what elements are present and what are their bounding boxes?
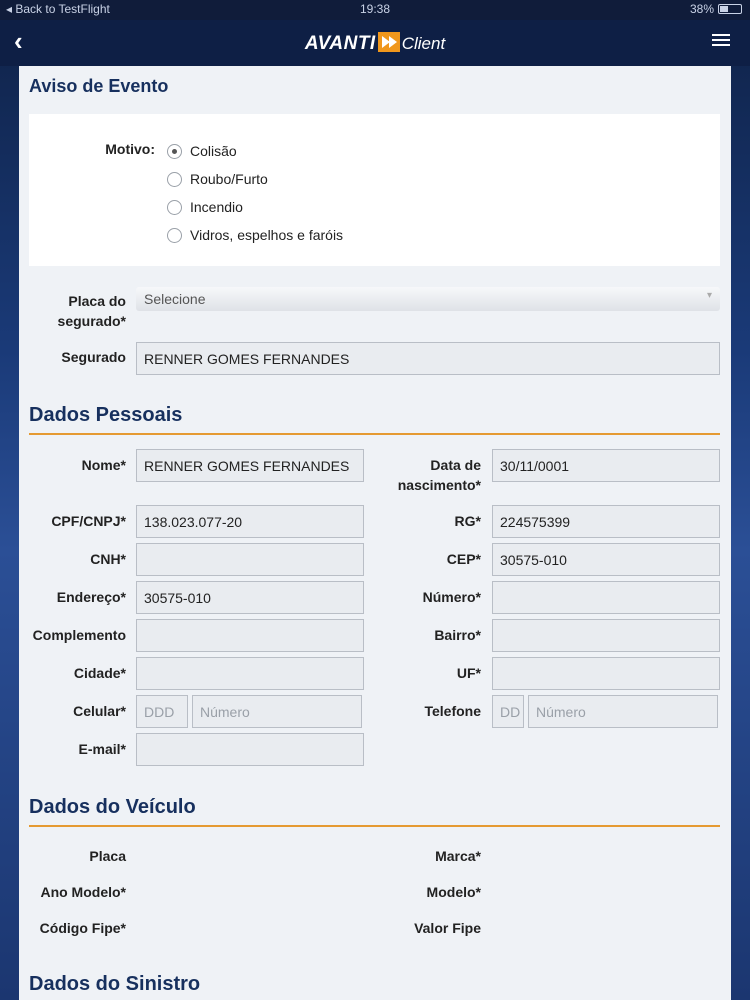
celular-label: Celular* <box>73 703 126 719</box>
radio-button[interactable] <box>167 172 182 187</box>
radio-label: Incendio <box>190 199 243 215</box>
cidade-label: Cidade* <box>73 665 126 681</box>
bairro-field[interactable] <box>492 619 720 652</box>
placa-label: Placa <box>89 848 126 864</box>
modelo-label: Modelo* <box>426 884 481 900</box>
placa-segurado-label <box>29 291 126 331</box>
logo-brand: AVANTI <box>304 33 376 54</box>
battery-fill <box>720 6 728 12</box>
radio-button[interactable] <box>167 228 182 243</box>
cpf-label: CPF/CNPJ* <box>51 513 126 529</box>
radio-label: Roubo/Furto <box>190 171 268 187</box>
battery-percent: 38% <box>689 2 714 16</box>
marca-label: Marca* <box>435 848 481 864</box>
radio-button[interactable] <box>167 200 182 215</box>
radio-colisao[interactable] <box>167 143 237 159</box>
telefone-ddd-field[interactable]: DD <box>492 695 524 728</box>
radio-button[interactable] <box>167 144 182 159</box>
numero-field[interactable] <box>492 581 720 614</box>
label-line: Data de <box>430 457 481 473</box>
radio-label: Vidros, espelhos e faróis <box>190 227 344 243</box>
motivo-label: Motivo: <box>105 141 155 157</box>
battery-indicator <box>690 2 742 16</box>
cep-label: CEP* <box>446 551 481 567</box>
section-title-veiculo: Dados do Veículo <box>29 796 196 818</box>
ano-modelo-label: Ano Modelo* <box>40 884 126 900</box>
select-value: Selecione <box>144 291 206 307</box>
email-label: E-mail* <box>78 741 126 757</box>
section-title-pessoais: Dados Pessoais <box>29 404 183 426</box>
section-divider <box>29 433 720 435</box>
nascimento-field[interactable]: 30/11/0001 <box>492 449 720 482</box>
cpf-field[interactable]: 138.023.077-20 <box>136 505 364 538</box>
complemento-label: Complemento <box>32 627 126 643</box>
segurado-field[interactable]: RENNER GOMES FERNANDES <box>136 342 720 375</box>
section-divider <box>29 825 720 827</box>
back-chevron-icon[interactable]: ‹ <box>14 26 23 56</box>
segurado-label: Segurado <box>61 349 126 365</box>
back-to-testflight-link[interactable]: ◂ Back to TestFlight <box>6 2 110 16</box>
form-panel <box>19 66 731 1000</box>
cnh-label: CNH* <box>90 551 126 567</box>
uf-label: UF* <box>456 665 481 681</box>
cep-field[interactable]: 30575-010 <box>492 543 720 576</box>
endereco-field[interactable]: 30575-010 <box>136 581 364 614</box>
hamburger-icon[interactable] <box>712 34 730 48</box>
nav-bar <box>0 20 750 66</box>
valor-fipe-label: Valor Fipe <box>414 920 481 936</box>
status-time: 19:38 <box>359 2 391 16</box>
nome-label: Nome* <box>81 457 126 473</box>
endereco-label: Endereço* <box>56 589 126 605</box>
fast-forward-icon <box>378 32 400 52</box>
label-line: segurado* <box>57 313 126 329</box>
label-line: Placa do <box>68 293 126 309</box>
nome-field[interactable]: RENNER GOMES FERNANDES <box>136 449 364 482</box>
radio-vidros[interactable] <box>167 227 343 243</box>
radio-incendio[interactable] <box>167 199 243 215</box>
uf-field[interactable] <box>492 657 720 690</box>
radio-roubo-furto[interactable] <box>167 171 268 187</box>
codigo-fipe-label: Código Fipe* <box>39 920 126 936</box>
telefone-numero-field[interactable]: Número <box>528 695 718 728</box>
complemento-field[interactable] <box>136 619 364 652</box>
nascimento-label <box>379 455 481 495</box>
motivo-box <box>29 114 720 266</box>
label-line: nascimento* <box>397 477 481 493</box>
cnh-field[interactable] <box>136 543 364 576</box>
status-bar <box>0 0 750 20</box>
battery-icon <box>718 4 742 14</box>
celular-numero-field[interactable]: Número <box>192 695 362 728</box>
section-title-sinistro: Dados do Sinistro <box>29 973 201 995</box>
app-logo <box>0 32 750 55</box>
cidade-field[interactable] <box>136 657 364 690</box>
celular-ddd-field[interactable]: DDD <box>136 695 188 728</box>
telefone-label: Telefone <box>424 703 481 719</box>
placa-select[interactable] <box>136 287 720 311</box>
chevron-down-icon: ▾ <box>706 290 712 301</box>
section-title-aviso: Aviso de Evento <box>29 76 169 96</box>
bairro-label: Bairro* <box>434 627 481 643</box>
logo-sub: Client <box>401 34 446 53</box>
radio-label: Colisão <box>190 143 237 159</box>
numero-label: Número* <box>422 589 481 605</box>
rg-field[interactable]: 224575399 <box>492 505 720 538</box>
rg-label: RG* <box>454 513 481 529</box>
email-field[interactable] <box>136 733 364 766</box>
